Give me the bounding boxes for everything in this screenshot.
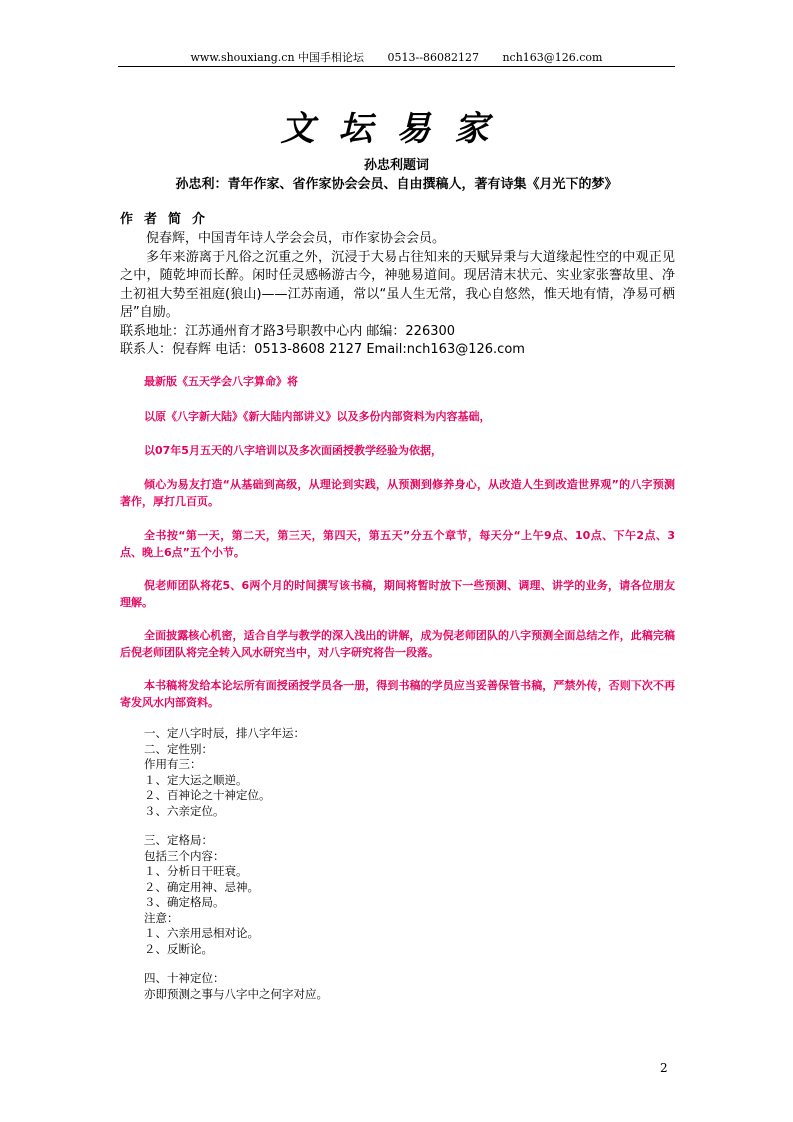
- outline-line: ３、确定格局。: [144, 895, 225, 909]
- author-intro: [120, 230, 675, 360]
- outline-line: 一、定八字时辰，排八字年运：: [144, 726, 305, 740]
- notice-text: 倾心为易友打造“从基础到高级，从理论到实践，从预测到修养身心，从改造人生到改造世界观”的八字预测著作，厚打几百页。: [120, 478, 675, 508]
- notice-2: [120, 408, 675, 425]
- outline-line: 三、定格局：: [144, 833, 213, 847]
- notice-text: 倪老师团队将花5、6两个月的时间撰写该书稿，期间将暂时放下一些预测、调理、讲学的业务，请各位朋友理解。: [120, 579, 675, 609]
- outline-line: ２、反断论。: [144, 941, 213, 956]
- outline-list: [144, 726, 664, 1002]
- header-rule: [118, 66, 675, 67]
- notice-5: [120, 527, 675, 561]
- outline-line: 包括三个内容：: [144, 848, 225, 863]
- outline-line: 四、十神定位：: [144, 971, 225, 985]
- author-contact: 联系人：倪春辉 电话：0513-8608 2127 Email:nch163@126.com: [120, 342, 525, 357]
- outline-line: １、分析日干旺衰。: [144, 864, 248, 878]
- page-number: 2: [660, 1061, 668, 1075]
- outline-line: ２、百神论之十神定位。: [144, 788, 271, 802]
- outline-line: 注意：: [144, 910, 179, 925]
- notice-1: [120, 373, 675, 390]
- notice-4: [120, 476, 675, 510]
- notice-7: [120, 627, 675, 661]
- notice-8: [120, 677, 675, 711]
- notice-text: 以原《八字新大陆》《新大陆内部讲义》以及多份内部资料为内容基础，: [144, 410, 491, 423]
- outline-line: 作用有三：: [144, 757, 202, 771]
- outline-spacer: [144, 957, 664, 971]
- outline-line: １、六亲用忌相对论。: [144, 926, 259, 940]
- subtitle-inscription: 孙忠利题词: [363, 158, 429, 173]
- notice-text: 以07年5月五天的八字培训以及多次面函授教学经验为依据，: [144, 444, 442, 457]
- notice-text: 最新版《五天学会八字算命》将: [144, 375, 298, 388]
- notice-6: [120, 577, 675, 611]
- author-address: 联系地址：江苏通州育才路3号职教中心内 邮编：226300: [120, 323, 456, 339]
- notice-text: 全书按“第一天，第二天，第三天，第四天，第五天”分五个章节，每天分“上午9点、10点、下午2点、3点、晚上6点”五个小节。: [120, 529, 675, 559]
- outline-line: ３、六亲定位。: [144, 803, 225, 818]
- outline-line: １、定大运之顺逆。: [144, 772, 248, 787]
- outline-line: 二、定性别：: [144, 741, 213, 756]
- notice-3: [120, 442, 675, 459]
- outline-line: 亦即预测之事与八字中之何字对应。: [144, 986, 328, 1001]
- outline-line: ２、确定用神、忌神。: [144, 879, 259, 894]
- header-phone: 0513--86082127: [387, 51, 479, 64]
- author-paragraph: 多年来游离于凡俗之沉重之外，沉浸于大易占往知来的天赋异秉与大道缘起性空的中观正见之中，随乾坤而长醉。闲时任灵感畅游古今，神驰易道间。现居清末状元、实业家张謇故里、净土初祖大势至祖庭(狼山)——江苏南通，常以“虽人生无常，我心自悠然，惟天地有情，净易可栖居”自励。: [120, 249, 675, 320]
- header-site: www.shouxiang.cn 中国手相论坛: [190, 51, 365, 64]
- author-line1: 倪春辉，中国青年诗人学会会员，市作家协会会员。: [146, 231, 446, 246]
- subtitle-inscriber-bio: 孙忠利：青年作家、省作家协会会员、自由撰稿人，著有诗集《月光下的梦》: [175, 177, 618, 192]
- page-header: [118, 49, 675, 67]
- header-email: nch163@126.com: [502, 51, 603, 64]
- outline-spacer: [144, 819, 664, 833]
- notice-text: 全面披露核心机密，适合自学与教学的深入浅出的讲解，成为倪老师团队的八字预测全面总结之作，此稿完稿后倪老师团队将完全转入风水研究当中，对八字研究将告一段落。: [120, 629, 675, 659]
- notice-text: 本书稿将发给本论坛所有面授函授学员各一册，得到书稿的学员应当妥善保管书稿，严禁外传，否则下次不再寄发风水内部资料。: [120, 679, 675, 709]
- author-heading: 作者简介: [120, 212, 217, 227]
- page-title: 文坛易家: [280, 109, 513, 149]
